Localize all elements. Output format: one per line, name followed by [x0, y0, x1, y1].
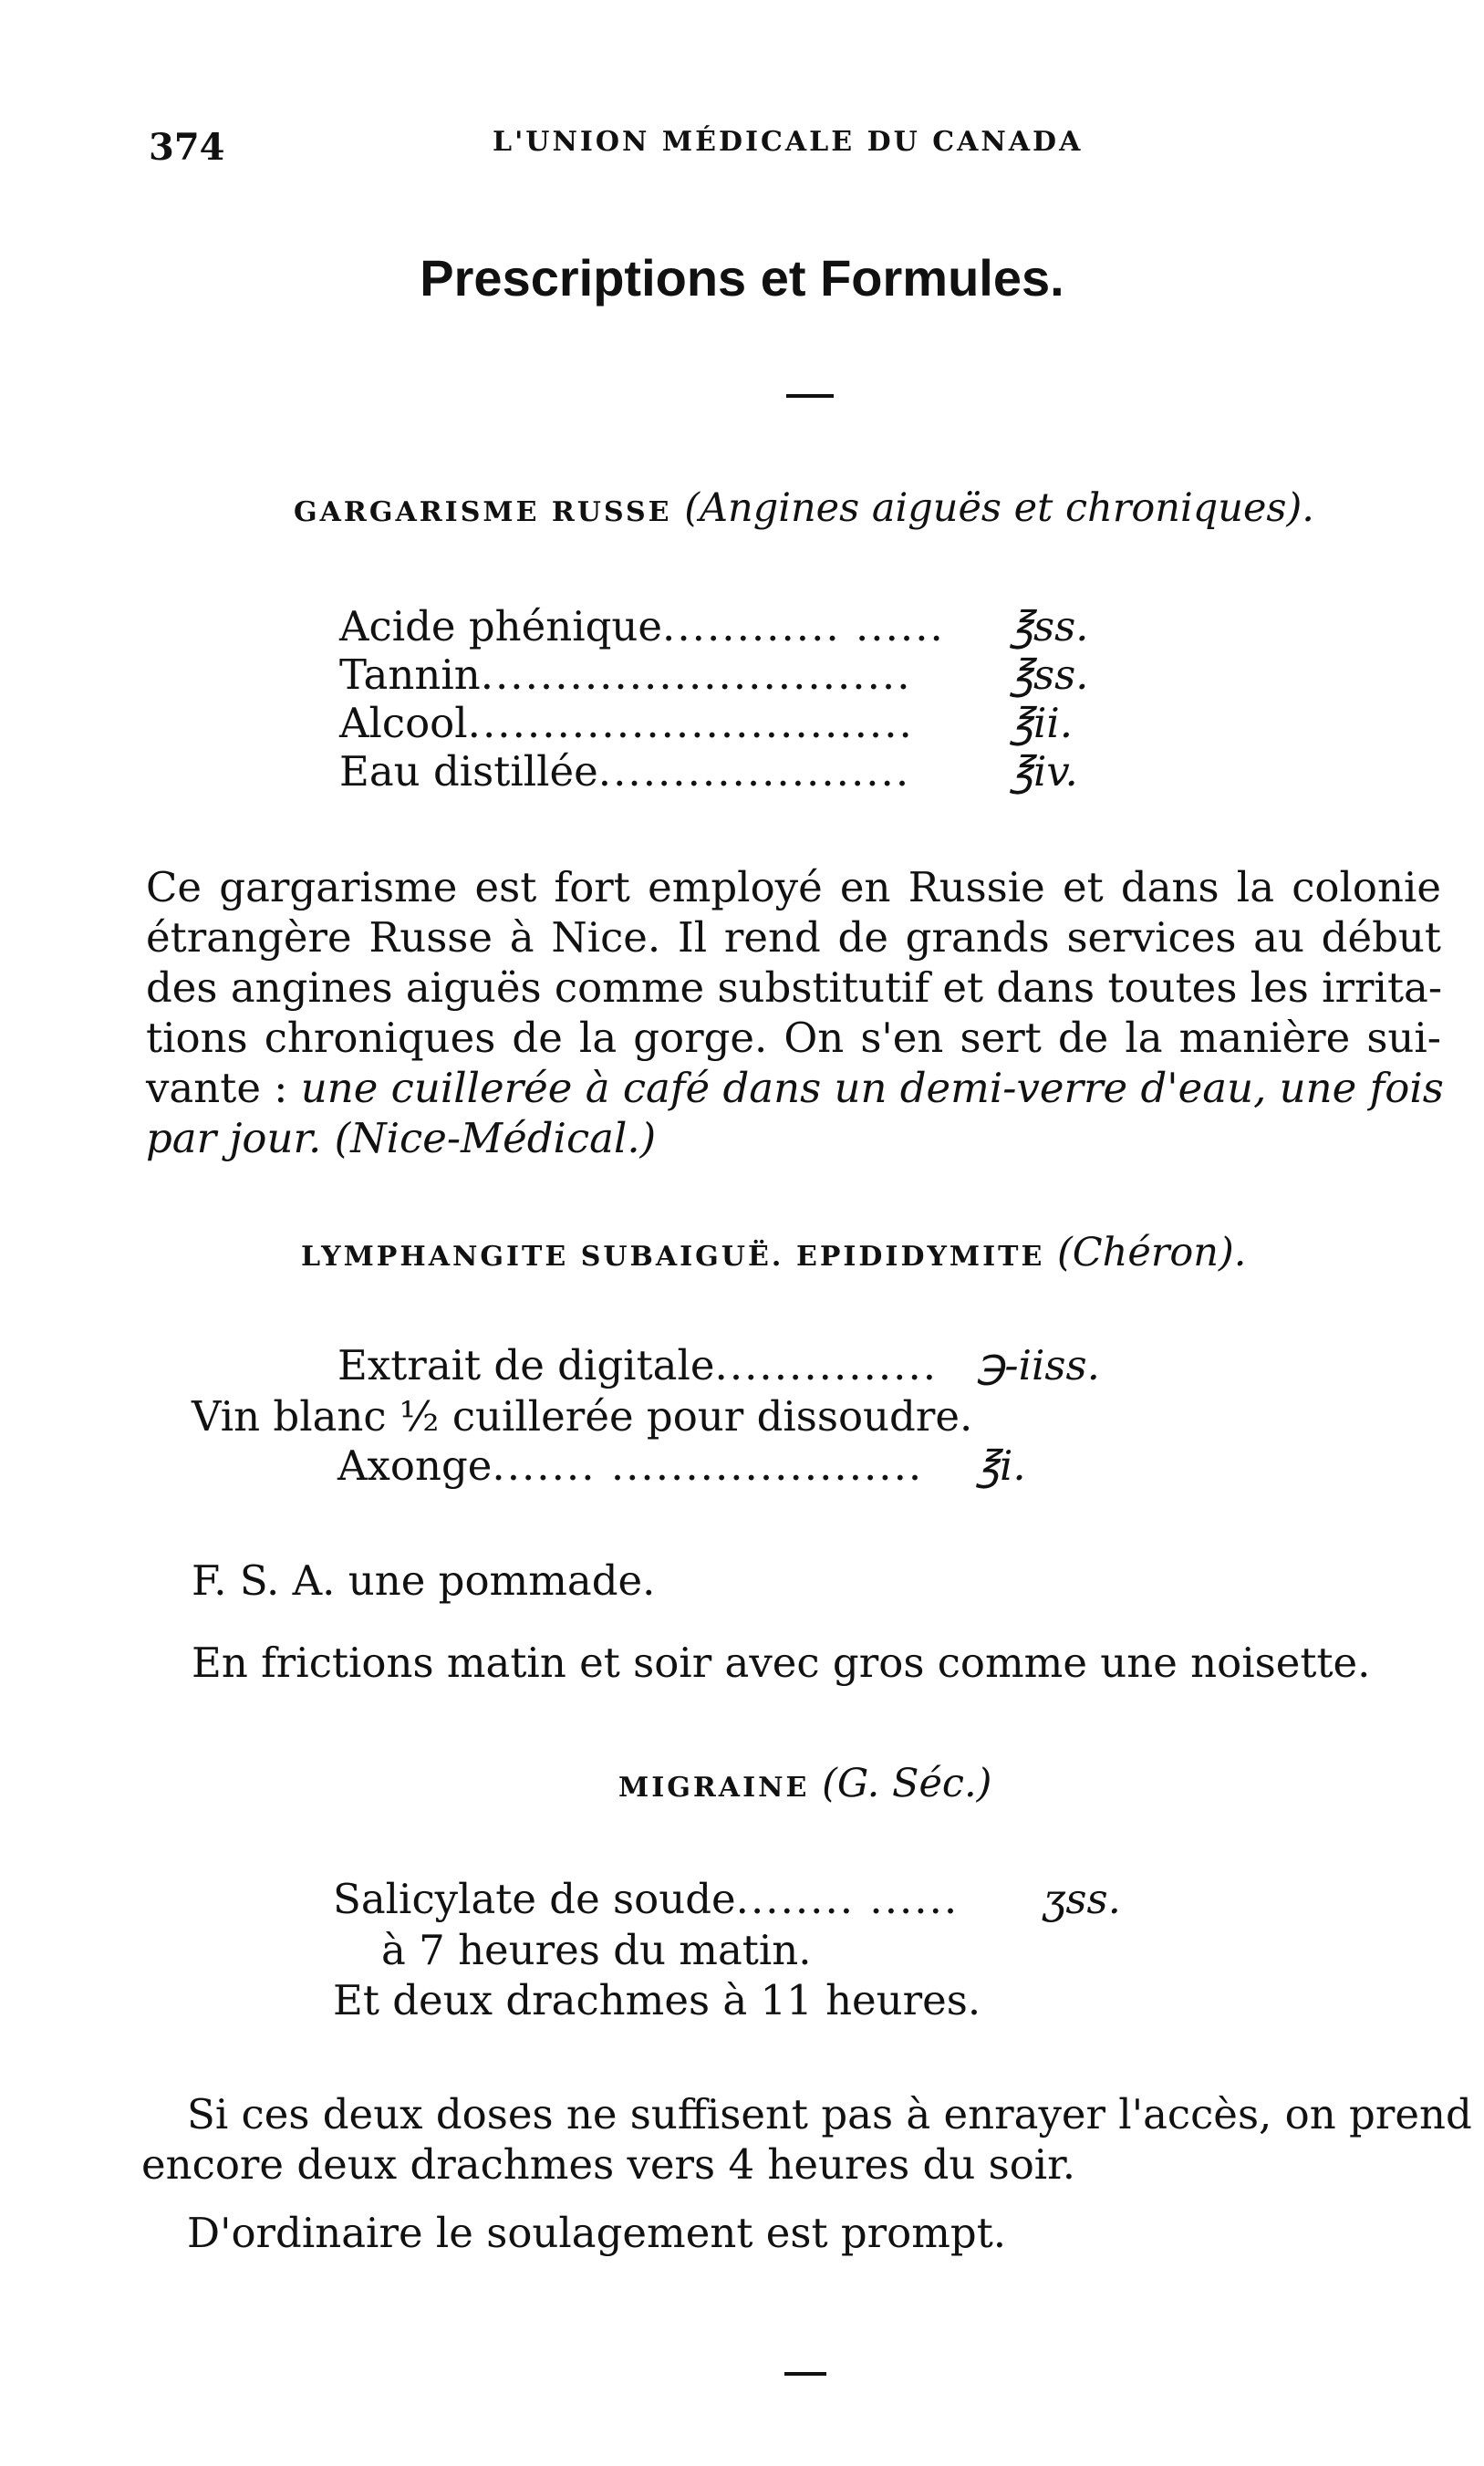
title-rule [786, 394, 834, 398]
ingredient-qty: ℥iv. [1010, 747, 1078, 796]
section-heading-gargarisme: GARGARISME RUSSE (Angines aiguës et chroniques). [294, 485, 1314, 531]
ingredient-qty: ℈-iiss. [976, 1341, 1100, 1389]
dose-line: à 7 heures du matin. [381, 1926, 812, 1974]
source-citation: (Nice-Médical.) [334, 1114, 657, 1162]
page-number: 374 [149, 126, 225, 169]
paragraph-line: tions chroniques de la gorge. On s'en sert de la manière sui- [146, 1014, 1441, 1062]
paragraph-line: Si ces deux doses ne suffisent pas à enrayer l'accès, on prend [187, 2090, 1472, 2138]
section-heading-migraine: MIGRAINE (G. Séc.) [618, 1761, 992, 1806]
dissolve-note: Vin blanc ½ cuillerée pour dissoudre. [192, 1392, 973, 1441]
instruction-line: F. S. A. une pommade. [192, 1556, 656, 1605]
ingredient-qty: ℥i. [976, 1441, 1026, 1490]
paragraph-line: D'ordinaire le soulagement est prompt. [187, 2209, 1007, 2257]
ingredient-row: Alcool.............................. [339, 699, 914, 747]
running-head: L'UNION MÉDICALE DU CANADA [493, 126, 1084, 158]
ingredient-row: Axonge....... ..................... [337, 1441, 924, 1490]
page-title: Prescriptions et Formules. [420, 249, 1064, 307]
ingredient-row: Eau distillée..................... [339, 747, 911, 796]
paragraph-line: encore deux drachmes vers 4 heures du soir. [141, 2140, 1076, 2189]
paragraph-line: Ce gargarisme est fort employé en Russie et dans la colonie [146, 863, 1441, 911]
paragraph-line: des angines aiguës comme substitutif et dans toutes les irrita- [146, 963, 1443, 1012]
ingredient-row: Salicylate de soude........ ...... [333, 1875, 960, 1923]
instruction-line: En frictions matin et soir avec gros comme une noisette. [192, 1639, 1371, 1687]
ingredient-qty: ℥ss. [1010, 602, 1089, 650]
ingredient-qty: ℥ss. [1010, 650, 1089, 699]
paragraph-line: vante : une cuillerée à café dans un demi-verre d'eau, une fois [146, 1064, 1444, 1112]
paragraph-line: par jour. (Nice-Médical.) [146, 1114, 657, 1162]
ingredient-row: Tannin............................. [339, 650, 912, 699]
paragraph-line: étrangère Russe à Nice. Il rend de grands services au début [146, 913, 1441, 962]
ingredient-qty: ʒss. [1043, 1875, 1121, 1923]
ingredient-row: Acide phénique............ ...... [339, 602, 945, 650]
section-heading-lymphangite: LYMPHANGITE SUBAIGUË. EPIDIDYMITE (Chéron). [301, 1230, 1247, 1275]
ingredient-qty: ℥ii. [1010, 699, 1074, 747]
ingredient-row: Extrait de digitale............... [337, 1341, 939, 1389]
dose-line: Et deux drachmes à 11 heures. [333, 1976, 981, 2024]
closing-rule [784, 2372, 826, 2376]
